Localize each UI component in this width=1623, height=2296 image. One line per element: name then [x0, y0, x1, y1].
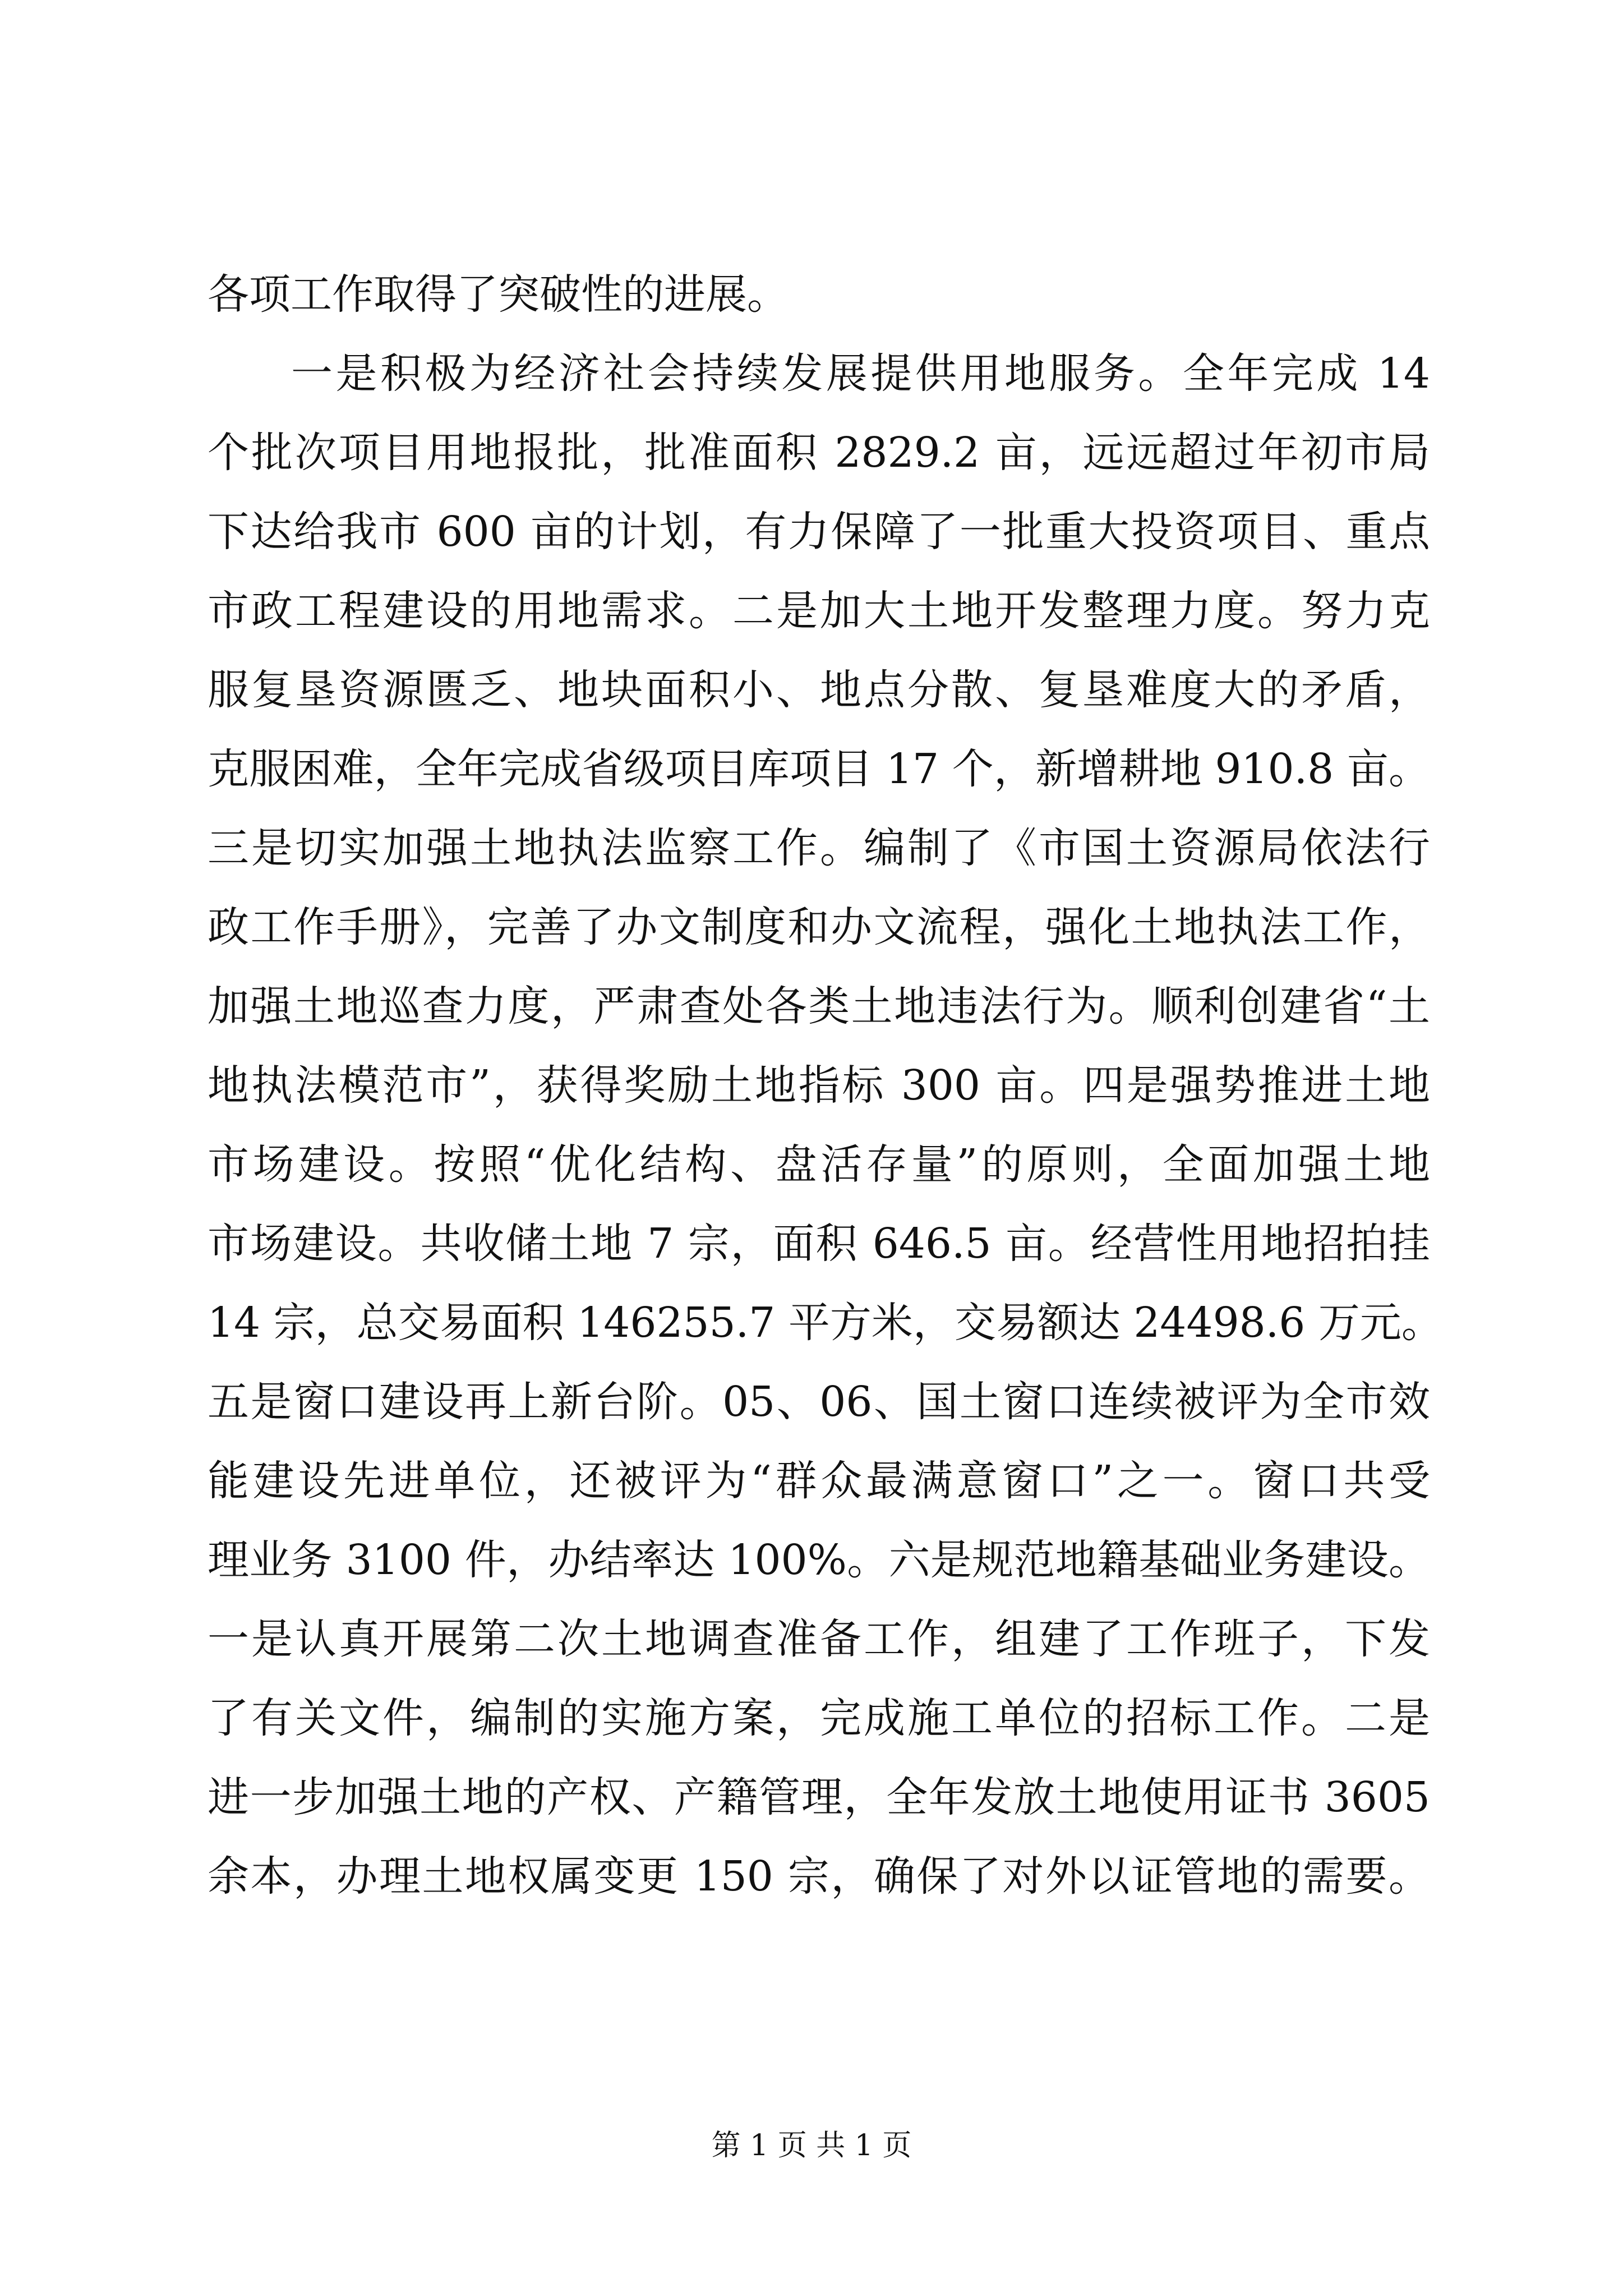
body-text [208, 255, 1443, 1916]
text-line: 五是窗口建设再上新台阶。05、06、国土窗口连续被评为全市效 [208, 1378, 1430, 1426]
text-line: 进一步加强土地的产权、产籍管理，全年发放土地使用证书 3605 [208, 1773, 1430, 1821]
text-line: 各项工作取得了突破性的进展。 [208, 270, 789, 319]
text-line: 市场建设。共收储土地 7 宗，面积 646.5 亩。经营性用地招拍挂 [208, 1220, 1430, 1268]
paragraph-first-line: 一是积极为经济社会持续发展提供用地服务。全年完成 14 [291, 349, 1430, 398]
text-line: 余本，办理土地权属变更 150 宗，确保了对外以证管地的需要。 [208, 1852, 1430, 1901]
text-line: 服复垦资源匮乏、地块面积小、地点分散、复垦难度大的矛盾， [208, 666, 1430, 714]
text-line: 个批次项目用地报批，批准面积 2829.2 亩，远远超过年初市局 [208, 429, 1430, 477]
text-line: 克服困难，全年完成省级项目库项目 17 个，新增耕地 910.8 亩。 [208, 745, 1430, 793]
text-line: 加强土地巡查力度，严肃查处各类土地违法行为。顺利创建省“土 [208, 982, 1430, 1030]
text-line: 三是切实加强土地执法监察工作。编制了《市国土资源局依法行 [208, 824, 1430, 872]
text-line: 一是认真开展第二次土地调查准备工作，组建了工作班子，下发 [208, 1615, 1430, 1663]
page-footer: 第 1 页 共 1 页 [711, 2129, 912, 2162]
text-line: 下达给我市 600 亩的计划，有力保障了一批重大投资项目、重点 [208, 508, 1430, 556]
text-line: 政工作手册》，完善了办文制度和办文流程，强化土地执法工作， [208, 903, 1430, 951]
text-line: 14 宗，总交易面积 146255.7 平方米，交易额达 24498.6 万元。 [208, 1299, 1443, 1347]
text-line: 地执法模范市”，获得奖励土地指标 300 亩。四是强势推进土地 [208, 1061, 1430, 1110]
text-line: 了有关文件，编制的实施方案，完成施工单位的招标工作。二是 [208, 1694, 1430, 1742]
text-line: 理业务 3100 件，办结率达 100%。六是规范地籍基础业务建设。 [208, 1536, 1430, 1584]
text-line: 市场建设。按照“优化结构、盘活存量”的原则，全面加强土地 [208, 1140, 1430, 1189]
text-line: 能建设先进单位，还被评为“群众最满意窗口”之一。窗口共受 [208, 1457, 1430, 1505]
text-line: 市政工程建设的用地需求。二是加大土地开发整理力度。努力克 [208, 587, 1430, 635]
